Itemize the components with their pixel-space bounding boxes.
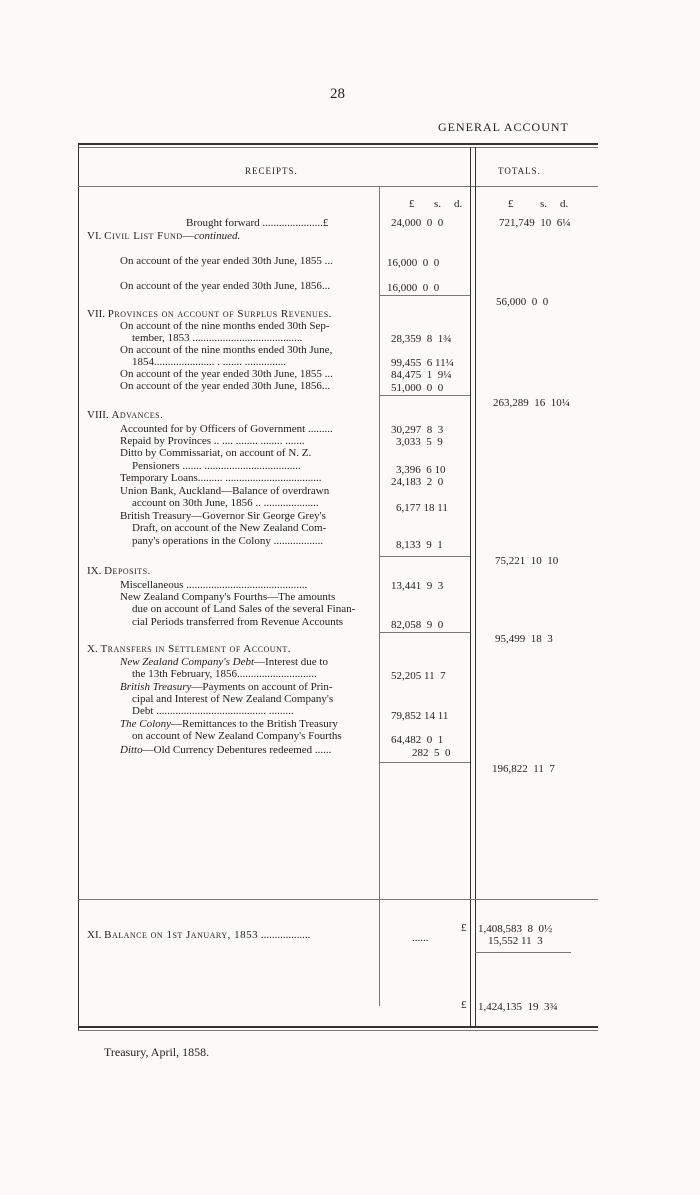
row-viii-provinces-amount: 3,033 5 9 <box>396 436 443 448</box>
row-viii-treasury-line3: pany's operations in the Colony .................. <box>132 535 324 547</box>
subtotal-rule-viii <box>379 556 470 557</box>
row-x-colony-line1 <box>120 719 338 730</box>
section-ix-heading <box>87 566 151 577</box>
row-vii-1853-line2: tember, 1853 ........................................ <box>132 332 303 344</box>
section-viii-heading <box>87 410 163 421</box>
total-xi-balance: 15,552 11 3 <box>488 935 543 947</box>
row-viii-commissariat-line1: Ditto by Commissariat, on account of N. Z. <box>120 447 312 459</box>
section-ix-title: Deposits. <box>104 565 151 577</box>
section-vi-continued: continued. <box>194 230 241 242</box>
row-x-treasury-label: British Treasury <box>120 681 192 693</box>
totals-pound-header: £ <box>508 198 514 210</box>
row-viii-unionbank-line2: account on 30th June, 1856 .. .................... <box>132 497 319 509</box>
section-xi-title: Balance on 1st January, 1853 <box>104 929 259 941</box>
row-viii-treasury-line2: Draft, on account of the New Zealand Com- <box>132 522 327 534</box>
totals-shillings-header: s. <box>540 198 548 210</box>
row-viii-unionbank-line1: Union Bank, Auckland—Balance of overdrawn <box>120 485 330 497</box>
top-rule <box>78 143 598 145</box>
row-vii-1853-line1: On account of the nine months ended 30th Sep- <box>120 320 330 332</box>
row-xi-amount: ...... <box>412 932 429 944</box>
row-vii-1856-amount: 51,000 0 0 <box>391 382 444 394</box>
footer-note: Treasury, April, 1858. <box>104 1045 210 1059</box>
total-vii: 263,289 16 10¼ <box>493 397 570 409</box>
row-viii-unionbank-amount: 6,177 18 11 <box>396 502 448 514</box>
total-viii: 75,221 10 10 <box>495 555 559 567</box>
row-x-treasury-line2: cipal and Interest of New Zealand Company's <box>132 693 334 705</box>
row-x-nzdebt-text: —Interest due to <box>254 656 328 668</box>
row-x-colony-text: —Remittances to the British Treasury <box>171 718 338 730</box>
brought-forward-total: 721,749 10 6¼ <box>499 217 571 229</box>
row-ix-misc: Miscellaneous ............................................ <box>120 579 308 591</box>
receipts-column-header: RECEIPTS. <box>245 166 298 176</box>
left-border <box>78 145 79 1030</box>
row-viii-loans: Temporary Loans......... ................................... <box>120 472 322 484</box>
row-viii-treasury-amount: 8,133 9 1 <box>396 539 443 551</box>
totals-column-header: TOTALS. <box>498 166 541 176</box>
section-vi-heading <box>87 231 240 242</box>
section-xi-dots: .................. <box>260 929 311 941</box>
row-x-treasury-line3: Debt ........................................ ......... <box>132 705 294 717</box>
row-x-treasury-line1 <box>120 682 333 693</box>
shillings-header: s. <box>434 198 442 210</box>
row-vii-1853-amount: 28,359 8 1¾ <box>391 333 452 345</box>
subtotal-rule-x <box>379 762 470 763</box>
row-viii-officers-amount: 30,297 8 3 <box>391 424 444 436</box>
header-divider <box>78 186 598 187</box>
row-x-ditto <box>120 745 331 756</box>
row-x-nzdebt-line2: the 13th February, 1856............................. <box>132 668 317 680</box>
section-ix-number: IX. <box>87 565 102 577</box>
total-ix: 95,499 18 3 <box>495 633 553 645</box>
bottom-rule-thin <box>78 1030 598 1031</box>
row-x-ditto-amount: 282 5 0 <box>412 747 451 759</box>
row-vi-1856: On account of the year ended 30th June, 1856... <box>120 280 331 292</box>
section-viii-number: VIII. <box>87 409 109 421</box>
col-divider-receipts <box>470 147 471 1027</box>
row-vii-1856: On account of the year ended 30th June, 1856... <box>120 380 331 392</box>
row-vii-1855-amount: 84,475 1 9¼ <box>391 369 452 381</box>
row-x-nzdebt-line1 <box>120 657 328 668</box>
section-vi-title: Civil List Fund— <box>104 230 195 242</box>
row-xi-pound: £ <box>461 922 467 934</box>
pence-header: d. <box>454 198 463 210</box>
row-viii-commissariat-line2: Pensioners ....... ................................... <box>132 460 301 472</box>
subtotal-rule-ix <box>379 632 470 633</box>
bottom-rule <box>78 1026 598 1028</box>
row-ix-nzco-line3: cial Periods transferred from Revenue Accounts <box>132 616 344 628</box>
section-vii-heading <box>87 309 332 320</box>
row-viii-commissariat-amount: 3,396 6 10 <box>396 464 446 476</box>
section-vi-number: VI. <box>87 230 102 242</box>
section-x-number: X. <box>87 643 98 655</box>
row-x-nzdebt-label: New Zealand Company's Debt <box>120 656 255 668</box>
grand-total-pound: £ <box>461 999 467 1011</box>
page-number: 28 <box>330 86 345 102</box>
row-ix-nzco-line2: due on account of Land Sales of the several Finan- <box>132 603 356 615</box>
totals-sum-rule <box>78 899 598 900</box>
row-viii-officers: Accounted for by Officers of Government ......... <box>120 423 333 435</box>
row-vii-1854-amount: 99,455 6 11¼ <box>391 357 454 369</box>
brought-forward-amount: 24,000 0 0 <box>391 217 444 229</box>
row-viii-loans-amount: 24,183 2 0 <box>391 476 444 488</box>
section-xi-heading <box>87 930 310 941</box>
row-x-treasury-amount: 79,852 14 11 <box>391 710 449 722</box>
total-xi-subtotal: 1,408,583 8 0½ <box>478 923 553 935</box>
pound-header: £ <box>409 198 415 210</box>
page-heading: GENERAL ACCOUNT <box>438 120 569 134</box>
totals-pence-header: d. <box>560 198 569 210</box>
total-x: 196,822 11 7 <box>492 763 555 775</box>
grand-total: 1,424,135 19 3¾ <box>478 1001 558 1013</box>
col-divider-amount <box>379 186 380 1006</box>
row-ix-misc-amount: 13,441 9 3 <box>391 580 444 592</box>
top-rule-thin <box>78 147 598 148</box>
row-x-ditto-label: Ditto <box>120 744 143 756</box>
brought-forward-label: Brought forward ......................£ <box>186 217 329 229</box>
subtotal-rule-vii <box>379 395 470 396</box>
row-vi-1855-amount: 16,000 0 0 <box>387 257 440 269</box>
grand-total-rule <box>475 952 571 953</box>
row-vii-1855: On account of the year ended 30th June, 1855 ... <box>120 368 333 380</box>
section-xi-number: XI. <box>87 929 102 941</box>
row-x-colony-line2: on account of New Zealand Company's Fourths <box>132 730 342 742</box>
section-vii-title: Provinces on account of Surplus Revenues. <box>107 308 332 320</box>
row-vii-1854-line1: On account of the nine months ended 30th June, <box>120 344 333 356</box>
row-viii-treasury-line1: British Treasury—Governor Sir George Grey's <box>120 510 326 522</box>
row-vii-1854-line2: 1854...................... . ....... ............... <box>132 356 286 368</box>
row-vi-1856-amount: 16,000 0 0 <box>387 282 440 294</box>
subtotal-rule-vi <box>379 295 470 296</box>
row-x-colony-amount: 64,482 0 1 <box>391 734 444 746</box>
section-x-heading <box>87 644 291 655</box>
section-vii-number: VII. <box>87 308 106 320</box>
section-viii-title: Advances. <box>111 409 164 421</box>
total-vi: 56,000 0 0 <box>496 296 549 308</box>
row-x-ditto-text: —Old Currency Debentures redeemed ...... <box>142 744 332 756</box>
row-ix-nzco-amount: 82,058 9 0 <box>391 619 444 631</box>
row-vi-1855: On account of the year ended 30th June, 1855 ... <box>120 255 333 267</box>
section-x-title: Transfers in Settlement of Account. <box>100 643 291 655</box>
row-x-nzdebt-amount: 52,205 11 7 <box>391 670 446 682</box>
row-x-colony-label: The Colony <box>120 718 172 730</box>
row-ix-nzco-line1: New Zealand Company's Fourths—The amounts <box>120 591 336 603</box>
row-viii-provinces: Repaid by Provinces .. .... ........ ........ ....... <box>120 435 305 447</box>
row-x-treasury-text: —Payments on account of Prin- <box>191 681 333 693</box>
col-divider-totals <box>475 147 476 1027</box>
